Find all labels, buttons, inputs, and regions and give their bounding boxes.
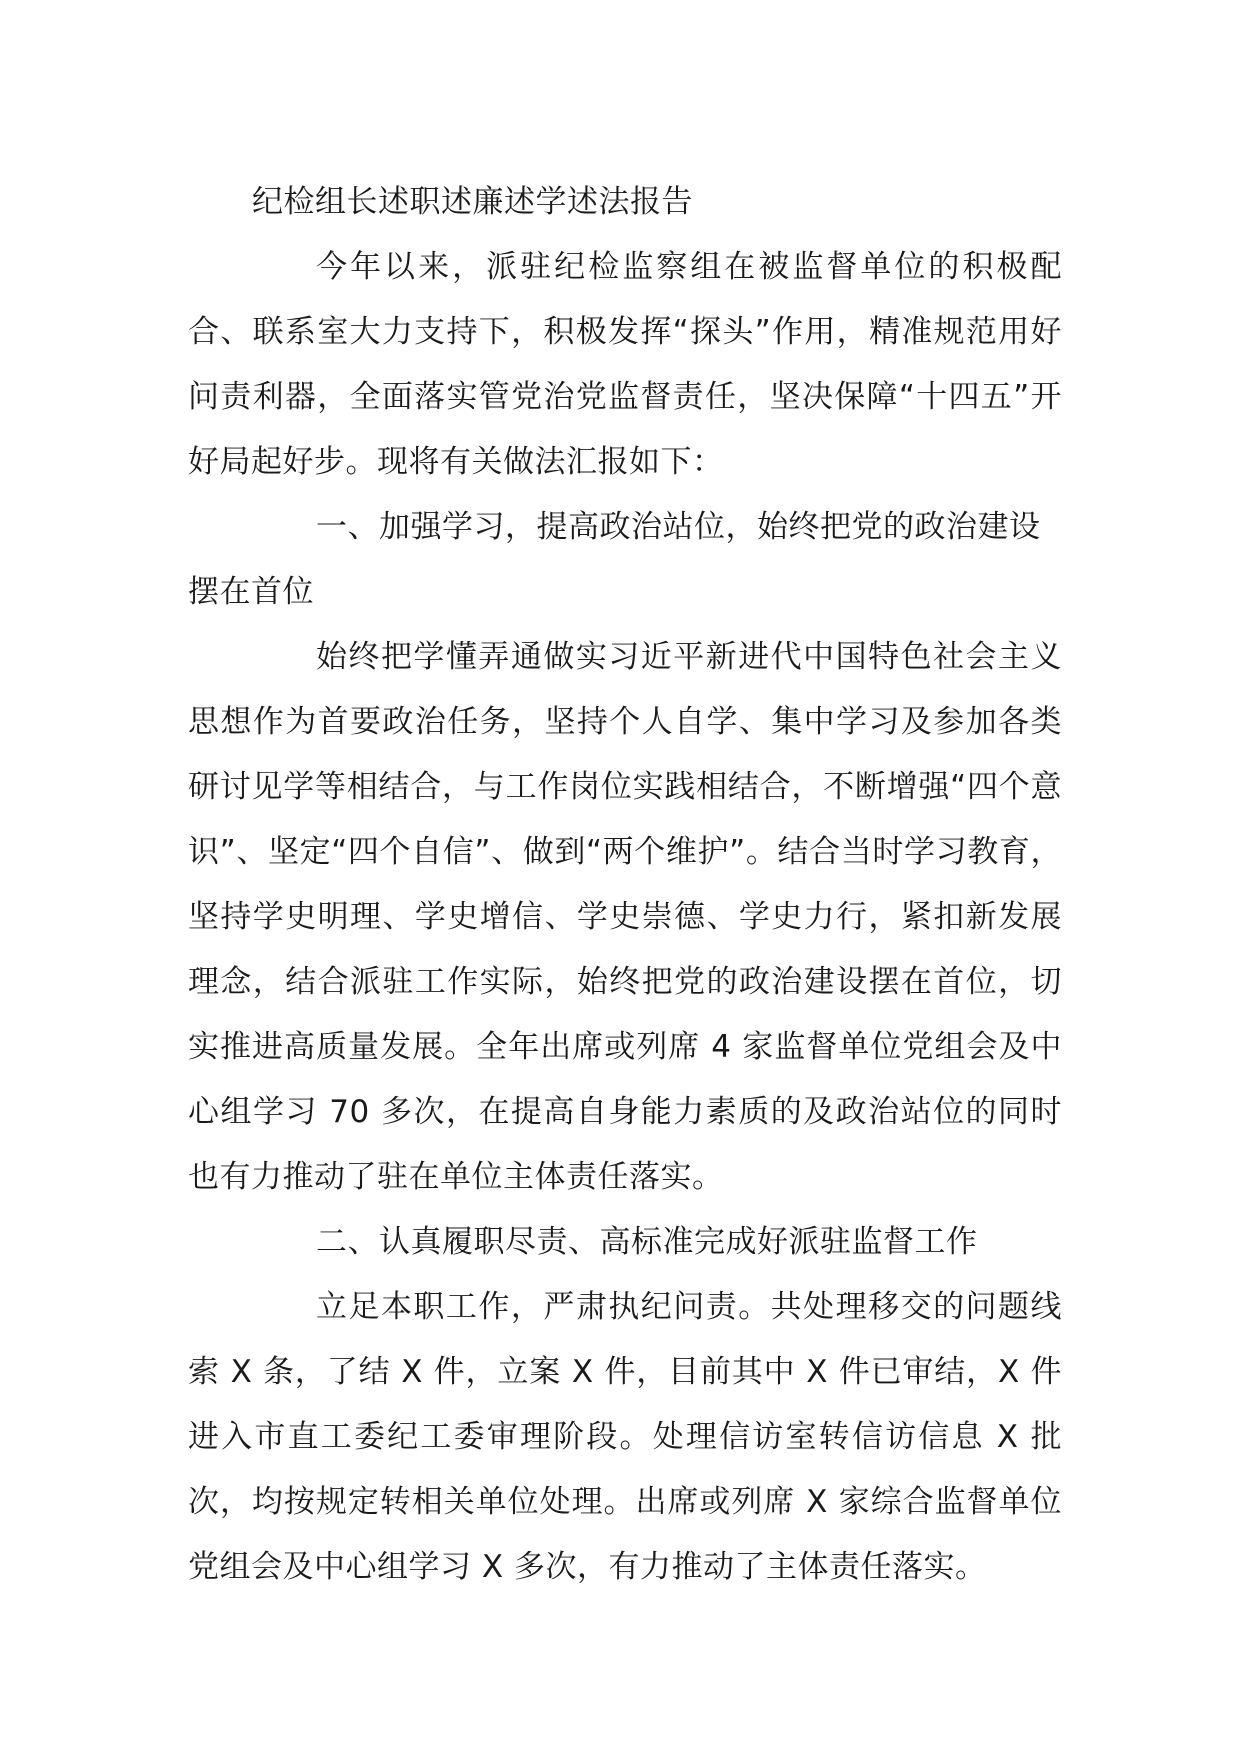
section-1-paragraph: 始终把学懂弄通做实习近平新进代中国特色社会主义思想作为首要政治任务，坚持个人自学、集中学习及参加各类研讨见学等相结合，与工作岗位实践相结合，不断增强“四个意识”、坚定“四个自信”、做到“两个维护”。结合当时学习教育，坚持学史明理、学史增信、学史崇德、学史力行，紧扣新发展理念，结合派驻工作实际，始终把党的政治建设摆在首位，切实推进高质量发展。全年出席或列席 4 家监督单位党组会及中心组学习 70 多次，在提高自身能力素质的及政治站位的同时也有力推动了驻在单位主体责任落实。 <box>188 639 1062 1195</box>
section-2-heading: 二、认真履职尽责、高标准完成好派驻监督工作 <box>316 1224 978 1260</box>
document-title: 纪检组长述职述廉述学述法报告 <box>252 184 693 220</box>
document-body <box>188 170 1062 1600</box>
section-1-heading: 一、加强学习，提高政治站位，始终把党的政治建设摆在首位 <box>188 509 1041 610</box>
intro-paragraph: 今年以来，派驻纪检监察组在被监督单位的积极配合、联系室大力支持下，积极发挥“探头”作用，精准规范用好问责利器，全面落实管党治党监督责任，坚决保障“十四五”开好局起好步。现将有关做法汇报如下： <box>188 249 1062 480</box>
section-2-paragraph: 立足本职工作，严肃执纪问责。共处理移交的问题线索 X 条，了结 X 件，立案 X 件，目前其中 X 件已审结，X 件进入市直工委纪工委审理阶段。处理信访室转信访信息 X 批次，均按规定转相关单位处理。出席或列席 X 家综合监督单位党组会及中心组学习 X 多次，有力推动了主体责任落实。 <box>188 1289 1062 1585</box>
